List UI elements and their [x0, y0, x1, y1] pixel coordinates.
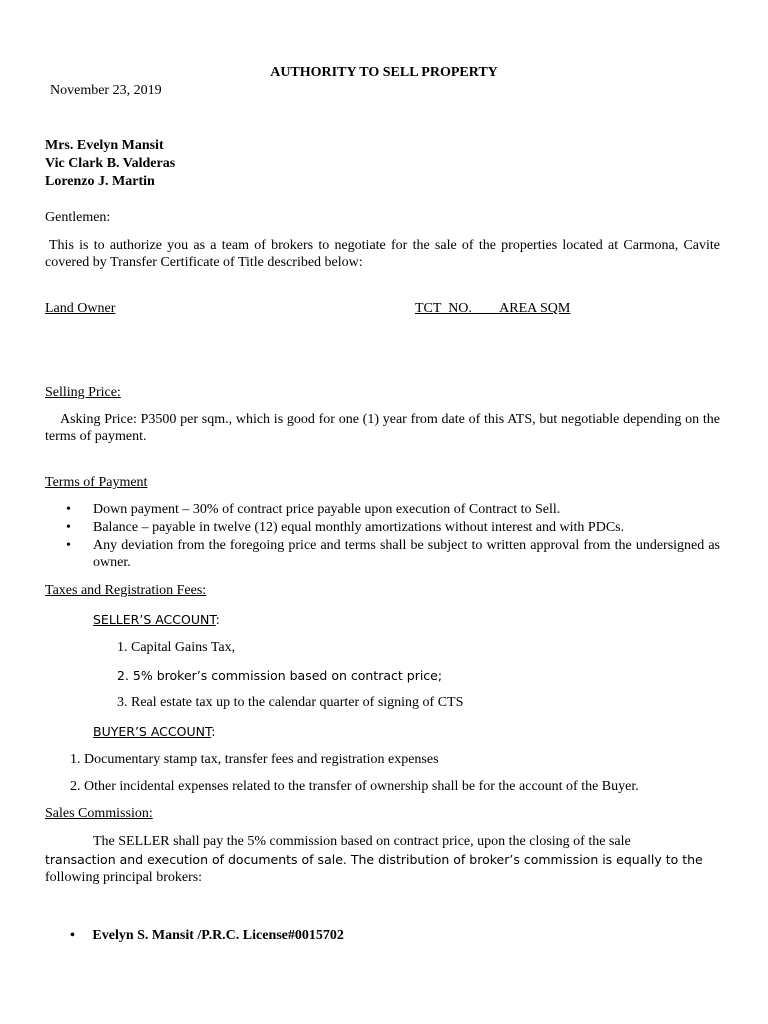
- bullet-icon: •: [66, 538, 71, 553]
- intro-paragraph: This is to authorize you as a team of brokers to negotiate for the sale of the properties located at Carmona, Cavite covered by Transfer Certificate of Title described below:: [45, 238, 720, 270]
- selling-price-text: Asking Price: P3500 per sqm., which is good for one (1) year from date of this ATS, but negotiable depending on the terms of payment.: [45, 412, 720, 444]
- addressee-2: Vic Clark B. Valderas: [45, 156, 176, 171]
- addressee-1: Mrs. Evelyn Mansit: [45, 138, 164, 153]
- document-date: November 23, 2019: [50, 83, 162, 98]
- bullet-icon: •: [66, 502, 71, 517]
- land-owner-header: Land Owner: [45, 301, 116, 316]
- bullet-icon: •: [66, 520, 71, 535]
- terms-heading: Terms of Payment: [45, 475, 148, 490]
- buyer-item: 1. Documentary stamp tax, transfer fees and registration expenses: [70, 752, 439, 767]
- selling-price-heading: Selling Price:: [45, 385, 121, 400]
- salutation: Gentlemen:: [45, 210, 111, 225]
- commission-line: The SELLER shall pay the 5% commission based on contract price, upon the closing of the sale: [93, 834, 631, 849]
- tct-header: TCT NO. AREA SQM: [415, 301, 571, 316]
- terms-item: • Down payment – 30% of contract price payable upon execution of Contract to Sell.: [66, 502, 561, 517]
- terms-item: • Balance – payable in twelve (12) equal monthly amortizations without interest and with PDCs.: [66, 520, 625, 535]
- seller-item: 3. Real estate tax up to the calendar quarter of signing of CTS: [117, 695, 464, 710]
- bullet-icon: •: [70, 928, 75, 943]
- buyer-item: 2. Other incidental expenses related to the transfer of ownership shall be for the account of the Buyer.: [70, 779, 639, 794]
- seller-item: 1. Capital Gains Tax,: [117, 640, 236, 655]
- buyer-account-heading: BUYER’S ACCOUNT:: [93, 724, 216, 739]
- document-title: AUTHORITY TO SELL PROPERTY: [270, 65, 498, 80]
- commission-line: transaction and execution of documents of sale. The distribution of broker’s commission is equally to the: [45, 852, 703, 867]
- commission-heading: Sales Commission:: [45, 806, 153, 821]
- seller-item: 2. 5% broker’s commission based on contract price;: [117, 668, 443, 683]
- seller-account-heading: SELLER’S ACCOUNT:: [93, 612, 220, 627]
- commission-line: following principal brokers:: [45, 870, 203, 885]
- terms-item: • Any deviation from the foregoing price and terms shall be subject to written approval from the undersigned as owner.: [66, 538, 720, 570]
- taxes-heading: Taxes and Registration Fees:: [45, 583, 207, 598]
- addressee-3: Lorenzo J. Martin: [45, 174, 155, 189]
- broker-list-item: • Evelyn S. Mansit /P.R.C. License#0015702: [70, 928, 344, 943]
